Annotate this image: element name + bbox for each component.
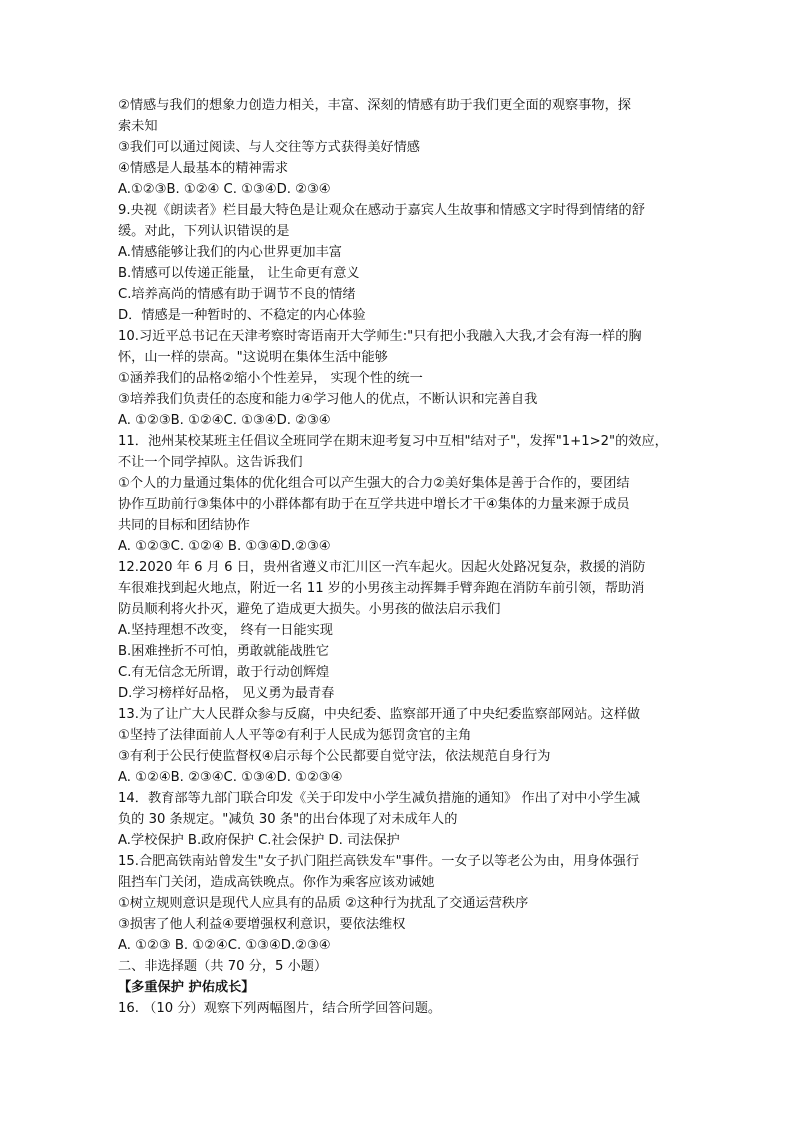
text-line: B.情感可以传递正能量， 让生命更有意义: [118, 266, 360, 281]
document-page: [118, 95, 678, 1019]
text-line: 防员顺利将火扑灭，避免了造成更大损失。小男孩的做法启示我们: [118, 602, 501, 617]
text-line: 14．教育部等九部门联合印发《关于印发中小学生减负措施的通知》 作出了对中小学生减: [118, 791, 641, 806]
text-line: 10.习近平总书记在天津考察时寄语南开大学师生:"只有把小我融入大我,才会有海一样的胸: [118, 329, 642, 344]
text-line: ①树立规则意识是现代人应具有的品质 ②这种行为扰乱了交通运营秩序: [118, 896, 529, 911]
text-line: ③我们可以通过阅读、与人交往等方式获得美好情感: [118, 140, 420, 155]
question-16-line: 16. （10 分）观察下列两幅图片，结合所学回答问题。: [118, 1001, 442, 1016]
text-line: D.学习榜样好品格， 见义勇为最青春: [118, 686, 335, 701]
text-line: A. ①②③ B. ①②④C. ①③④D.②③④: [118, 938, 331, 953]
text-line: 负的 30 条规定。"减负 30 条"的出台体现了对未成年人的: [118, 812, 458, 827]
text-line: ③有利于公民行使监督权④启示每个公民都要自觉守法，依法规范自身行为: [118, 749, 551, 764]
text-line: 不让一个同学掉队。这告诉我们: [118, 455, 303, 470]
text-line: ①个人的力量通过集体的优化组合可以产生强大的合力②美好集体是善于合作的，要团结: [118, 476, 630, 491]
text-line: 索未知: [118, 119, 158, 134]
text-line: ③损害了他人利益④要增强权利意识，要依法维权: [118, 917, 406, 932]
text-line: ④情感是人最基本的精神需求: [118, 161, 289, 176]
text-line: 13.为了让广大人民群众参与反腐，中央纪委、监察部开通了中央纪委监察部网站。这样做: [118, 707, 641, 722]
text-line: 12.2020 年 6 月 6 日，贵州省遵义市汇川区一汽车起火。因起火处路况复杂，救援的消防: [118, 560, 646, 575]
text-line: A.坚持理想不改变， 终有一日能实现: [118, 623, 333, 638]
text-line: 共同的目标和团结协作: [118, 518, 250, 533]
text-line: ③培养我们负责任的态度和能力④学习他人的优点，不断认识和完善自我: [118, 392, 538, 407]
text-line: ②情感与我们的想象力创造力相关，丰富、深刻的情感有助于我们更全面的观察事物，探: [118, 98, 631, 113]
question-lines: [118, 95, 678, 956]
text-line: 协作互助前行③集体中的小群体都有助于在互学共进中增长才干④集体的力量来源于成员: [118, 497, 630, 512]
text-line: 15.合肥高铁南站曾发生"女子扒门阻拦高铁发车"事件。一女子以等老公为由，用身体强行: [118, 854, 640, 869]
text-line: A.①②③B. ①②④ C. ①③④D. ②③④: [118, 182, 331, 197]
block-title: 【多重保护 护佑成长】: [118, 980, 255, 995]
text-line: 车很难找到起火地点，附近一名 11 岁的小男孩主动挥舞手臂奔跑在消防车前引领，帮助消: [118, 581, 645, 596]
text-line: 9.央视《朗读者》栏目最大特色是让观众在感动于嘉宾人生故事和情感文字时得到情绪的舒: [118, 203, 645, 218]
text-line: A. ①②③C. ①②④ B. ①③④D.②③④: [118, 539, 331, 554]
text-line: ①涵养我们的品格②缩小个性差异， 实现个性的统一: [118, 371, 423, 386]
section-title: 二、非选择题（共 70 分，5 小题）: [118, 959, 328, 974]
text-line: C.培养高尚的情感有助于调节不良的情绪: [118, 287, 356, 302]
text-line: C.有无信念无所谓，敢于行动创辉煌: [118, 665, 330, 680]
text-line: A.情感能够让我们的内心世界更加丰富: [118, 245, 342, 260]
text-line: A. ①②④B. ②③④C. ①③④D. ①②③④: [118, 770, 343, 785]
text-line: 阻挡车门关闭，造成高铁晚点。你作为乘客应该劝诫她: [118, 875, 435, 890]
text-line: 11．池州某校某班主任倡议全班同学在期末迎考复习中互相"结对子"，发挥"1+1>2"的效应，: [118, 434, 668, 449]
text-line: ①坚持了法律面前人人平等②有利于人民成为惩罚贪官的主角: [118, 728, 472, 743]
text-line: A.学校保护 B.政府保护 C.社会保护 D. 司法保护: [118, 833, 400, 848]
text-line: D．情感是一种暂时的、不稳定的内心体验: [118, 308, 366, 323]
text-line: A. ①②③B. ①②④C. ①③④D. ②③④: [118, 413, 331, 428]
text-line: 缓。对此，下列认识错误的是: [118, 224, 290, 239]
text-line: 怀，山一样的崇高。"这说明在集体生活中能够: [118, 350, 388, 365]
text-line: B.困难挫折不可怕，勇敢就能战胜它: [118, 644, 330, 659]
